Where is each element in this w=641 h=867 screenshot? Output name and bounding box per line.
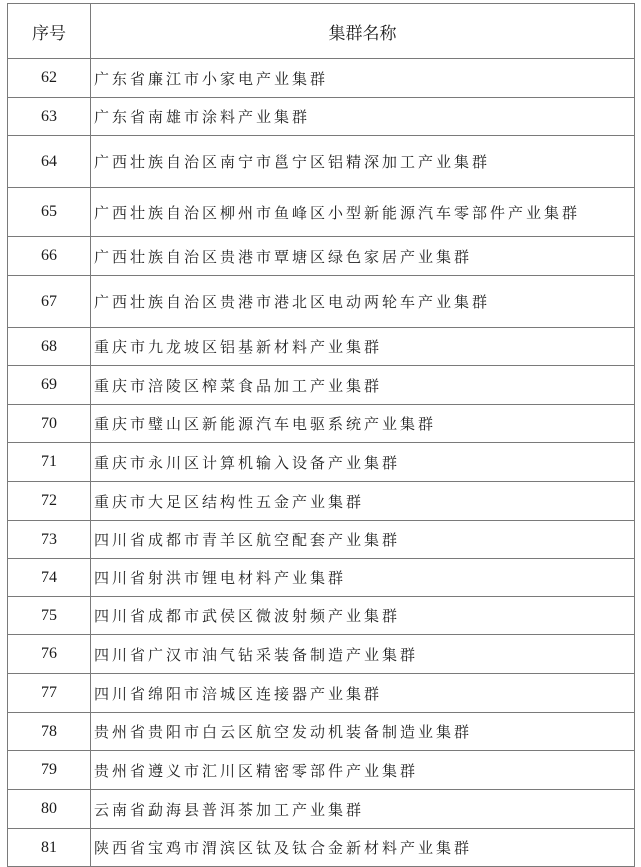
cluster-name: 重庆市涪陵区榨菜食品加工产业集群 <box>91 366 635 405</box>
cluster-name: 四川省成都市武侯区微波射频产业集群 <box>91 597 635 635</box>
table-row <box>8 366 635 405</box>
cluster-name: 四川省绵阳市涪城区连接器产业集群 <box>91 674 635 713</box>
cluster-name: 重庆市九龙坡区铝基新材料产业集群 <box>91 328 635 366</box>
row-number: 76 <box>8 635 91 674</box>
table-row <box>8 521 635 559</box>
row-number: 73 <box>8 521 91 559</box>
column-header-number: 序号 <box>8 4 91 59</box>
cluster-name: 重庆市大足区结构性五金产业集群 <box>91 482 635 521</box>
table-row <box>8 751 635 790</box>
row-number: 62 <box>8 59 91 98</box>
table-row <box>8 405 635 443</box>
row-number: 78 <box>8 713 91 751</box>
row-number: 79 <box>8 751 91 790</box>
row-number: 80 <box>8 790 91 829</box>
row-number: 71 <box>8 443 91 482</box>
table-row <box>8 443 635 482</box>
row-number: 63 <box>8 98 91 136</box>
table-row <box>8 136 635 188</box>
row-number: 75 <box>8 597 91 635</box>
cluster-name: 广西壮族自治区贵港市覃塘区绿色家居产业集群 <box>91 237 635 276</box>
cluster-name: 广东省南雄市涂料产业集群 <box>91 98 635 136</box>
table-row <box>8 237 635 276</box>
row-number: 64 <box>8 136 91 188</box>
table-row <box>8 482 635 521</box>
table-row <box>8 829 635 867</box>
table-row <box>8 188 635 237</box>
table-row <box>8 635 635 674</box>
cluster-name: 广东省廉江市小家电产业集群 <box>91 59 635 98</box>
cluster-name: 广西壮族自治区贵港市港北区电动两轮车产业集群 <box>91 276 635 328</box>
cluster-table <box>7 3 635 867</box>
table-row <box>8 790 635 829</box>
row-number: 67 <box>8 276 91 328</box>
cluster-name: 重庆市璧山区新能源汽车电驱系统产业集群 <box>91 405 635 443</box>
cluster-name: 贵州省贵阳市白云区航空发动机装备制造业集群 <box>91 713 635 751</box>
cluster-table-container <box>7 3 634 867</box>
row-number: 65 <box>8 188 91 237</box>
row-number: 68 <box>8 328 91 366</box>
row-number: 66 <box>8 237 91 276</box>
row-number: 69 <box>8 366 91 405</box>
table-row <box>8 276 635 328</box>
cluster-name: 贵州省遵义市汇川区精密零部件产业集群 <box>91 751 635 790</box>
table-row <box>8 559 635 597</box>
row-number: 74 <box>8 559 91 597</box>
column-header-name: 集群名称 <box>91 4 635 59</box>
table-row <box>8 674 635 713</box>
row-number: 81 <box>8 829 91 867</box>
row-number: 77 <box>8 674 91 713</box>
cluster-name: 四川省广汉市油气钻采装备制造产业集群 <box>91 635 635 674</box>
cluster-name: 云南省勐海县普洱茶加工产业集群 <box>91 790 635 829</box>
cluster-name: 广西壮族自治区柳州市鱼峰区小型新能源汽车零部件产业集群 <box>91 188 635 237</box>
row-number: 72 <box>8 482 91 521</box>
table-row <box>8 98 635 136</box>
cluster-name: 四川省成都市青羊区航空配套产业集群 <box>91 521 635 559</box>
table-row <box>8 59 635 98</box>
cluster-name: 四川省射洪市锂电材料产业集群 <box>91 559 635 597</box>
row-number: 70 <box>8 405 91 443</box>
cluster-name: 陕西省宝鸡市渭滨区钛及钛合金新材料产业集群 <box>91 829 635 867</box>
table-header-row <box>8 4 635 59</box>
cluster-name: 广西壮族自治区南宁市邕宁区铝精深加工产业集群 <box>91 136 635 188</box>
table-row <box>8 328 635 366</box>
cluster-name: 重庆市永川区计算机输入设备产业集群 <box>91 443 635 482</box>
table-row <box>8 597 635 635</box>
table-row <box>8 713 635 751</box>
